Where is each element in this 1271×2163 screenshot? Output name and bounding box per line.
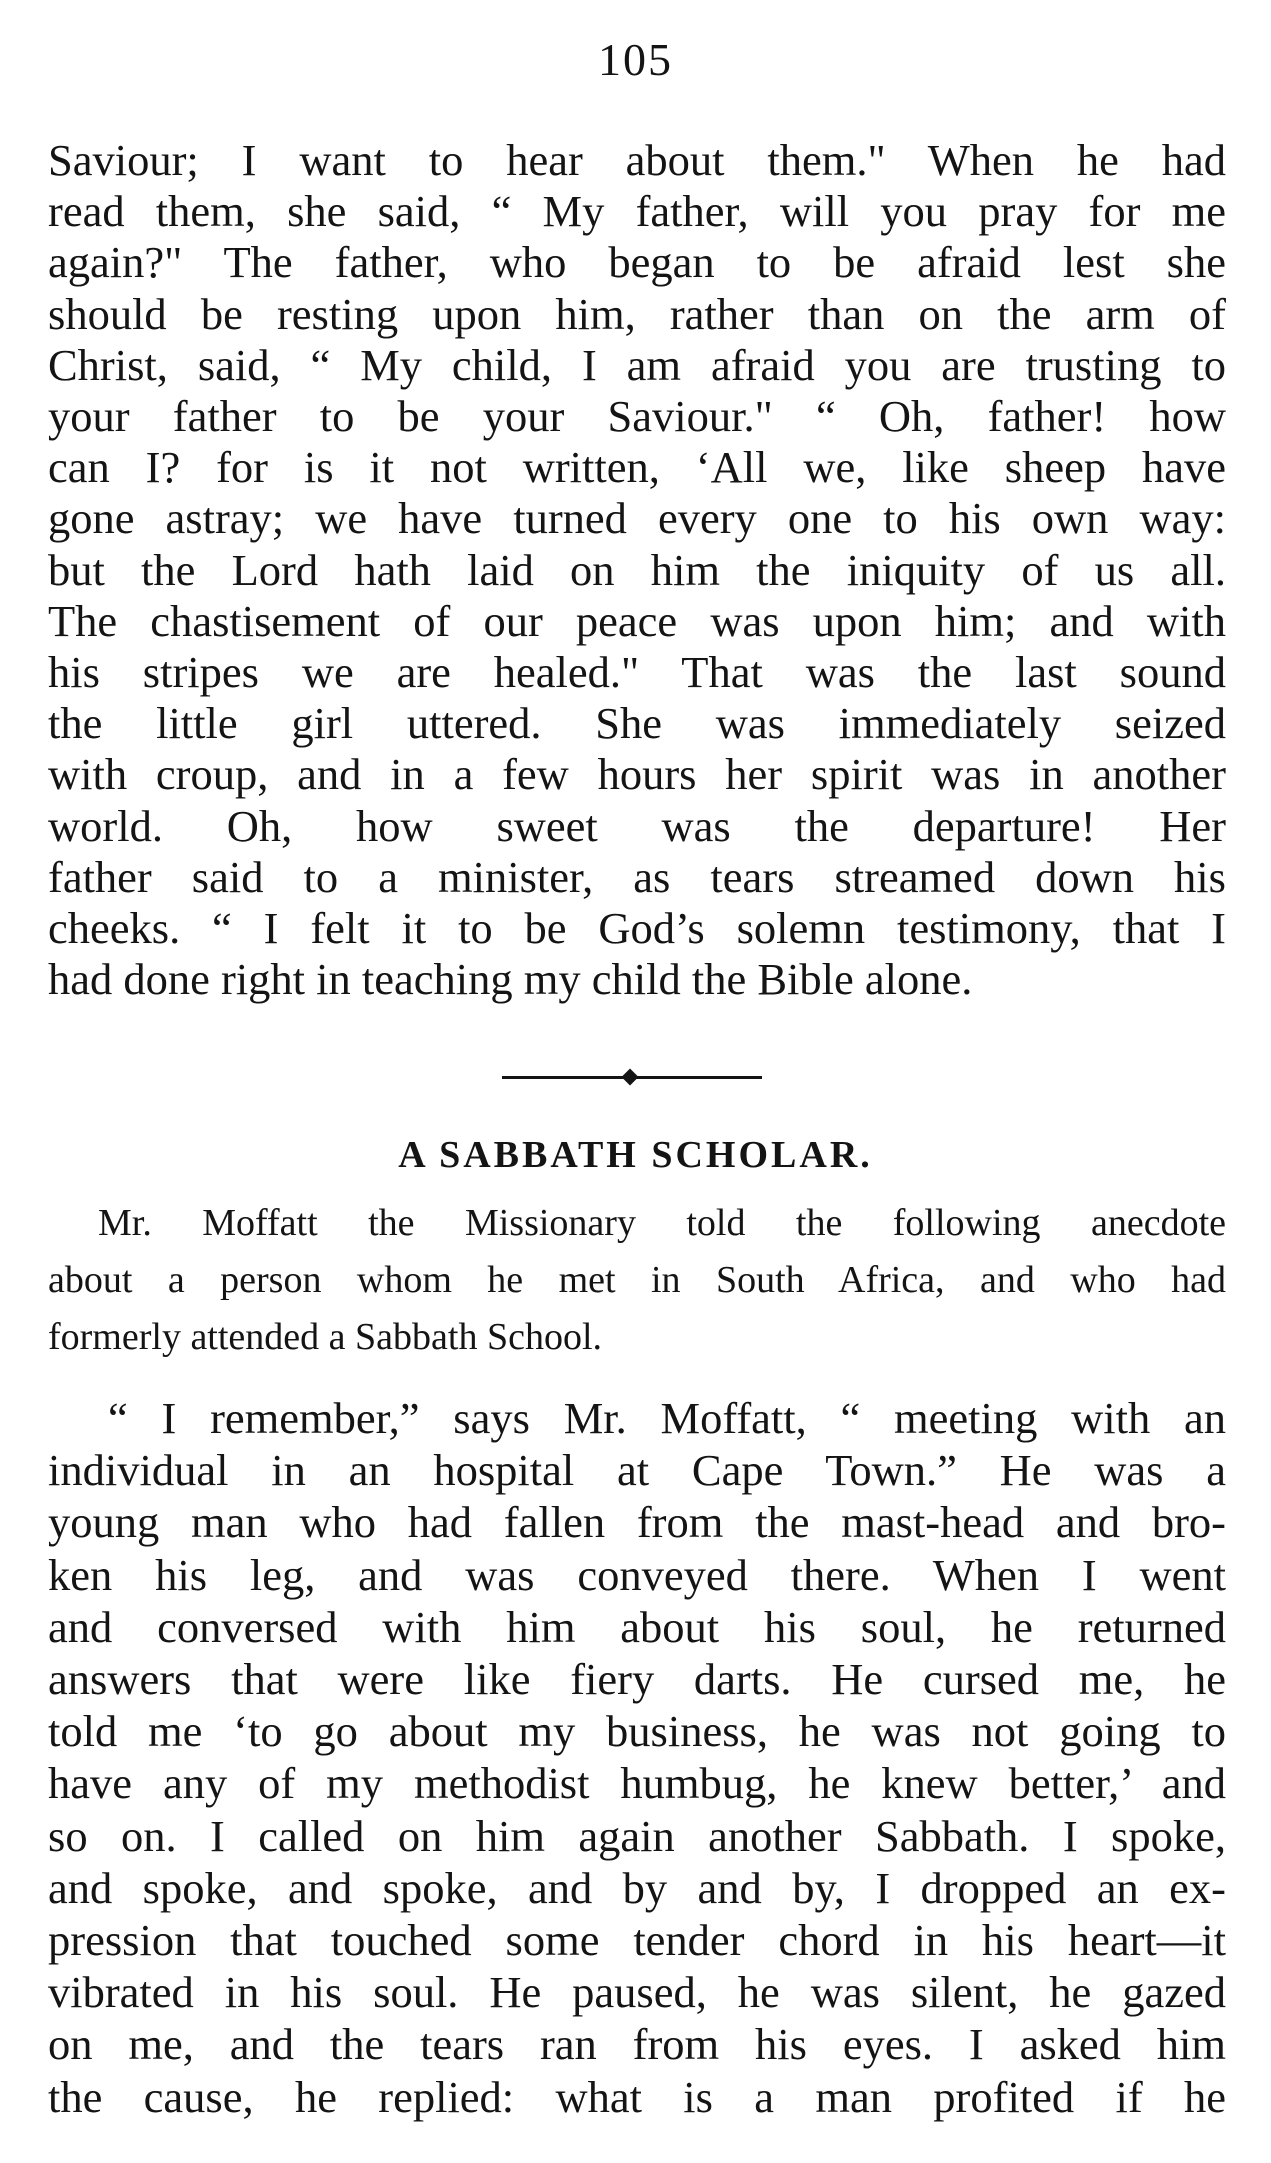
text-line: the little girl uttered. She was immediately seized	[48, 698, 1226, 749]
text-line: have any of my methodist humbug, he knew better,’ and	[48, 1758, 1226, 1809]
text-line: pression that touched some tender chord in his heart—it	[48, 1915, 1226, 1966]
page-number: 105	[598, 34, 673, 85]
text-line: with croup, and in a few hours her spirit was in another	[48, 749, 1226, 800]
paragraph-continued-story	[48, 135, 1226, 1005]
text-line: vibrated in his soul. He paused, he was silent, he gazed	[48, 1967, 1226, 2018]
diamond-ornament-icon	[622, 1069, 639, 1086]
section-heading: A SABBATH SCHOLAR.	[398, 1134, 873, 1176]
text-line: world. Oh, how sweet was the departure! Her	[48, 800, 1226, 851]
text-line: individual in an hospital at Cape Town.” He was a	[48, 1445, 1226, 1496]
text-line: his stripes we are healed." That was the last sound	[48, 647, 1226, 698]
text-line: answers that were like fiery darts. He cursed me, he	[48, 1654, 1226, 1705]
text-line: so on. I called on him again another Sabbath. I spoke,	[48, 1810, 1226, 1861]
text-line: formerly attended a Sabbath School.	[48, 1316, 603, 1358]
text-line: read them, she said, “ My father, will you pray for me	[48, 186, 1226, 237]
text-line: again?" The father, who began to be afraid lest she	[48, 237, 1226, 288]
paragraph-moffatt-account	[48, 1392, 1226, 2123]
text-line: had done right in teaching my child the Bible alone.	[48, 954, 973, 1005]
text-line: Saviour; I want to hear about them." When he had	[48, 135, 1226, 185]
text-line: “ I remember,” says Mr. Moffatt, “ meeting with an	[108, 1393, 1226, 1443]
text-line: ken his leg, and was conveyed there. When I went	[48, 1549, 1226, 1600]
text-line: young man who had fallen from the mast-head and bro-	[48, 1497, 1226, 1548]
text-line: but the Lord hath laid on him the iniquity of us all.	[48, 544, 1226, 595]
text-line: about a person whom he met in South Africa, and who had	[48, 1259, 1226, 1301]
text-line: can I? for is it not written, ‘All we, like sheep have	[48, 442, 1226, 493]
text-line: and conversed with him about his soul, he returned	[48, 1601, 1226, 1652]
text-line: Mr. Moffatt the Missionary told the following anecdote	[98, 1202, 1226, 1244]
text-line: the cause, he replied: what is a man profited if he	[48, 2071, 1226, 2122]
text-line: The chastisement of our peace was upon him; and with	[48, 595, 1226, 646]
text-line: on me, and the tears ran from his eyes. I asked him	[48, 2019, 1226, 2070]
text-line: gone astray; we have turned every one to his own way:	[48, 493, 1226, 544]
paragraph-introduction	[48, 1195, 1226, 1366]
text-line: told me ‘to go about my business, he was not going to	[48, 1706, 1226, 1757]
text-line: should be resting upon him, rather than on the arm of	[48, 288, 1226, 339]
text-line: your father to be your Saviour." “ Oh, father! how	[48, 391, 1226, 442]
text-line: and spoke, and spoke, and by and by, I dropped an ex-	[48, 1862, 1226, 1913]
text-line: cheeks. “ I felt it to be God’s solemn testimony, that I	[48, 903, 1226, 954]
text-line: father said to a minister, as tears streamed down his	[48, 851, 1226, 902]
text-line: Christ, said, “ My child, I am afraid you are trusting to	[48, 339, 1226, 390]
section-separator-ornament	[502, 1068, 762, 1086]
